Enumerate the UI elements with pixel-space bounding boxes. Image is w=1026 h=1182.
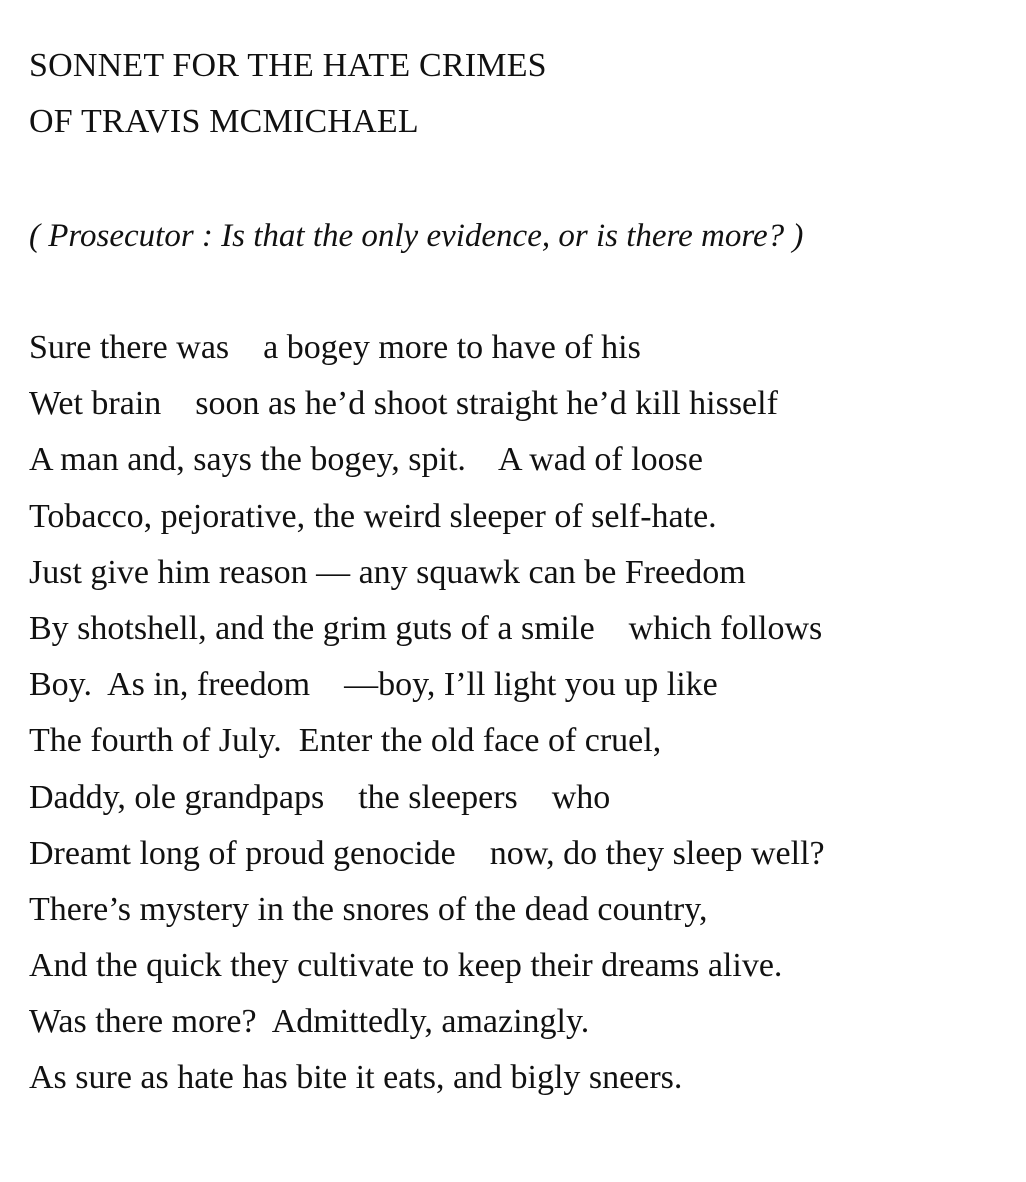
verse-line: And the quick they cultivate to keep their dreams alive.: [29, 947, 783, 985]
verse-line: Daddy, ole grandpaps the sleepers who: [29, 778, 611, 816]
verse-line: There’s mystery in the snores of the dead country,: [29, 890, 708, 928]
poem: [29, 38, 1009, 1107]
verse-line: Dreamt long of proud genocide now, do they sleep well?: [29, 834, 825, 872]
stanza: [29, 320, 1009, 1107]
verse-line: The fourth of July. Enter the old face of cruel,: [29, 722, 662, 760]
title-line: SONNET FOR THE HATE CRIMES: [29, 47, 547, 84]
verse-line: Just give him reason — any squawk can be Freedom: [29, 553, 746, 591]
verse-line: Boy. As in, freedom —boy, I’ll light you up like: [29, 666, 718, 704]
verse-line: As sure as hate has bite it eats, and bigly sneers.: [29, 1059, 683, 1097]
epigraph: ( Prosecutor : Is that the only evidence, or is there more? ): [29, 218, 804, 254]
title-line: OF TRAVIS MCMICHAEL: [29, 103, 419, 140]
verse-line: Was there more? Admittedly, amazingly.: [29, 1003, 590, 1041]
poem-title: [29, 38, 1009, 150]
verse-line: Sure there was a bogey more to have of his: [29, 329, 641, 366]
verse-line: Tobacco, pejorative, the weird sleeper of self-hate.: [29, 497, 717, 535]
verse-line: Wet brain soon as he’d shoot straight he’d kill hisself: [29, 385, 778, 423]
verse-line: A man and, says the bogey, spit. A wad of loose: [29, 441, 703, 479]
verse-line: By shotshell, and the grim guts of a smile which follows: [29, 609, 823, 647]
